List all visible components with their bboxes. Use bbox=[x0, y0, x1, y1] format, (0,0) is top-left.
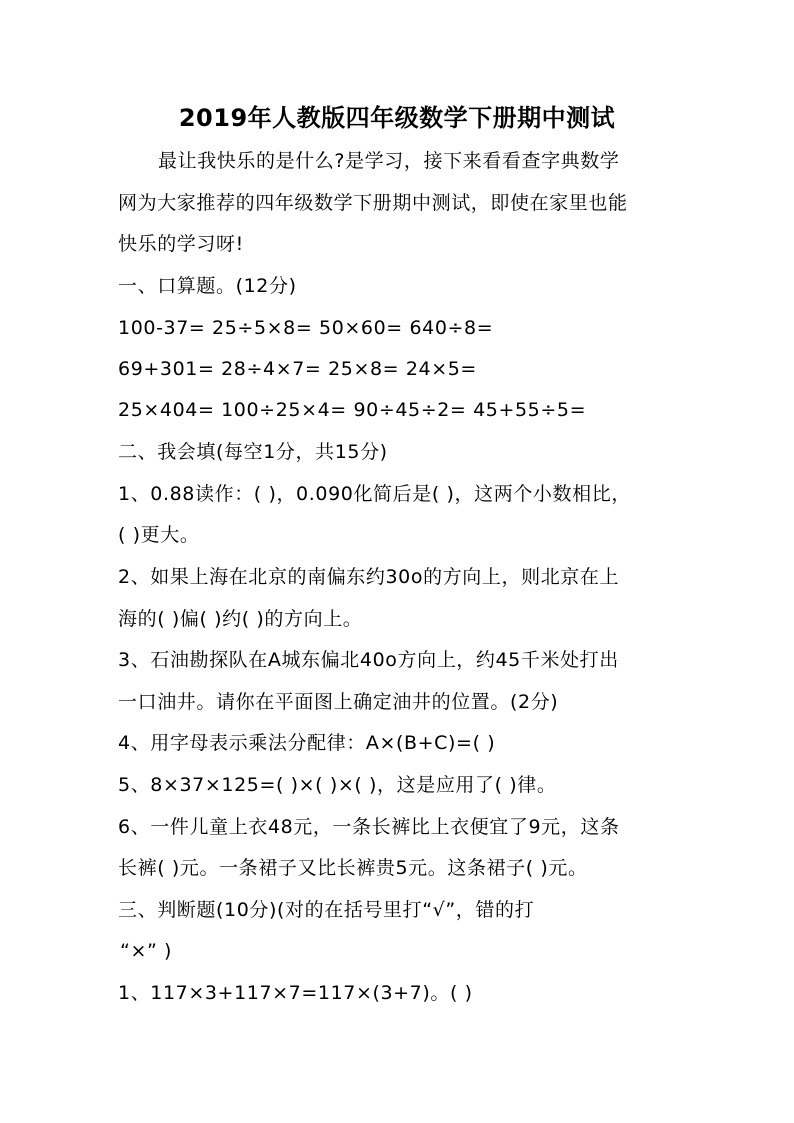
mental-math-row-3: 25×404= 100÷25×4= 90÷45÷2= 45+55÷5= bbox=[118, 399, 587, 421]
fill-line-1: 1、0.88读作：( )，0.090化简后是( )，这两个小数相比， bbox=[118, 483, 631, 505]
intro-line-1: 最让我快乐的是什么?是学习，接下来看看查字典数学 bbox=[158, 150, 620, 172]
fill-line-10: 长裤( )元。一条裙子又比长裤贵5元。这条裙子( )元。 bbox=[118, 857, 588, 879]
fill-line-7: 4、用字母表示乘法分配律：A×(B+C)=( ) bbox=[118, 732, 496, 754]
fill-line-8: 5、8×37×125=( )×( )×( )，这是应用了( )律。 bbox=[118, 774, 557, 796]
fill-line-9: 6、一件儿童上衣48元，一条长裤比上衣便宜了9元，这条 bbox=[118, 816, 620, 838]
mental-math-row-2: 69+301= 28÷4×7= 25×8= 24×5= bbox=[118, 358, 477, 380]
section-3-heading: 三、判断题(10分)(对的在括号里打“√”，错的打 bbox=[118, 899, 535, 921]
page-title: 2019年人教版四年级数学下册期中测试 bbox=[178, 104, 616, 132]
fill-line-2: ( )更大。 bbox=[118, 524, 200, 546]
fill-line-3: 2、如果上海在北京的南偏东约30o的方向上，则北京在上 bbox=[118, 566, 620, 588]
judge-line-1: 1、117×3+117×7=117×(3+7)。( ) bbox=[118, 982, 473, 1004]
fill-line-4: 海的( )偏( )约( )的方向上。 bbox=[118, 608, 363, 630]
section-1-heading: 一、口算题。(12分) bbox=[118, 275, 297, 297]
fill-line-6: 一口油井。请你在平面图上确定油井的位置。(2分) bbox=[118, 691, 559, 713]
fill-line-5: 3、石油勘探队在A城东偏北40o方向上，约45千米处打出 bbox=[118, 649, 619, 671]
section-3-heading-cont: “×” ) bbox=[120, 940, 173, 962]
intro-line-3: 快乐的学习呀! bbox=[118, 233, 244, 255]
section-2-heading: 二、我会填(每空1分，共15分) bbox=[118, 441, 388, 463]
mental-math-row-1: 100-37= 25÷5×8= 50×60= 640÷8= bbox=[118, 317, 494, 339]
intro-line-2: 网为大家推荐的四年级数学下册期中测试，即使在家里也能 bbox=[118, 192, 628, 214]
